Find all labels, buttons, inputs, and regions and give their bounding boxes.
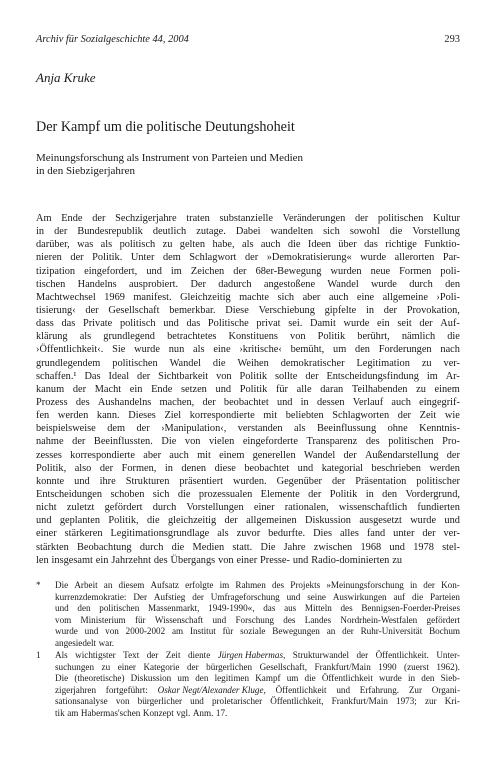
body-line: Politik, also der Formen, in denen diese beobachtet und kategorial beschrieben werden	[36, 462, 460, 474]
body-line: klärung als grundlegend betrachtetes Konstituens von Politik berührt, nämlich die	[36, 331, 460, 343]
article-subtitle	[36, 152, 303, 179]
footnote-line: tik am Habermas'schen Konzept vgl. Anm. 17.	[55, 707, 228, 718]
body-line: nieren der Politik. Unter dem Schlagwort der »Demokratisierung« wurde allerorten Par-	[36, 252, 460, 264]
body-line: fen werden kann. Dieses Ziel korrespondierte mit beliebten Schlagworten der Zeit wie	[36, 410, 460, 422]
footnote	[36, 580, 460, 649]
footnote-line: Die (theoretische) Diskussion um den legitimen Kampf um die Öffentlichkeit wurde in den Sieb-	[55, 673, 460, 683]
body-line: konnte und ihre Strukturen präsentiert wurden. Gegenüber der Präsentation politischer	[36, 475, 460, 487]
footnote-line: vom Ministerium für Wissenschaft und Forschung des Landes Nordrhein-Westfalen gefördert	[55, 614, 460, 625]
body-line: tisierung‹ der Gesellschaft bemerkbar. Diese Verschiebung gipfelte in der Provokation,	[36, 304, 460, 316]
footnote-line: Als wichtigster Text der Zeit diente Jürgen Habermas, Strukturwandel der Öffentlichkeit. Unter-	[55, 650, 460, 660]
body-line: nicht zuletzt gefördert durch Vorstellungen einer rationalen, wissenschaftlich fundierten	[36, 502, 460, 514]
footnote-line: und den politischen Massenmarkt, 1949-1990«, das aus Mitteln des Bennigsen-Foerder-Preises	[55, 603, 460, 613]
body-line: Machtwechsel 1969 manifest. Gleichzeitig machte sich aber auch eine allgemeine ›Poli-	[36, 291, 460, 303]
article-title: Der Kampf um die politische Deutungshoheit	[36, 119, 295, 135]
footnote-line: sationsanalyse von bürgerlicher und proletarischer Öffentlichkeit, Frankfurt/Main 1973; zur Kri-	[55, 696, 460, 706]
body-line: dass das Private politisch und das Politische privat sei. Damit wurde ein seit der Auf-	[36, 318, 460, 330]
body-line: in der Bundesrepublik deutlich zutage. Dabei wandelten sich sowohl die Vorstellung	[36, 226, 460, 238]
footnote-text	[55, 580, 460, 649]
body-line: tizipation eingefordert, und im Zeichen der 68er-Bewegung wurden neue Formen poli-	[36, 265, 460, 277]
body-line: zesses korrespondierte aber auch mit einem generellen Wandel der Außendarstellung der	[36, 449, 460, 461]
footnote	[36, 650, 460, 719]
body-line: einer stärkeren Legitimationsgrundlage als zuvor bedurfte. Dies alles fand unter der ver-	[36, 528, 460, 540]
body-line: stärkten Beobachtung durch die Medien statt. Die Jahre zwischen 1968 und 1978 stel-	[36, 541, 460, 553]
body-line: Prozess des Aushandelns machen, der beobachtet und in dessen Verlauf auch eingegrif-	[36, 396, 460, 408]
body-line: darüber, was als politisch zu gelten habe, als auch die Ideen über das richtige Funktio-	[36, 239, 460, 251]
body-text	[36, 212, 460, 567]
page-number: 293	[444, 34, 460, 45]
body-line: und geplanten Politik, die gleichzeitig der allgemeinen Diskussion ausgesetzt wurde und	[36, 515, 460, 527]
body-line: tischen Handelns ausprobiert. Der dadurch angestoßene Wandel wurde durch den	[36, 278, 460, 290]
footnote-line: Die Arbeit an diesem Aufsatz erfolgte im Rahmen des Projekts »Meinungsforschung in der Kon-	[55, 580, 460, 590]
footnote-line: kurrenzdemokratie: Der Aufstieg der Umfrageforschung und seine Auswirkungen auf die Parteien	[55, 591, 460, 602]
footnote-line: zigerjahren fortgeführt: Oskar Negt/Alexander Kluge, Öffentlichkeit und Erfahrung. Zur Organi-	[55, 684, 460, 695]
body-line: beispielsweise dem der ›Manipulation‹, verstanden als Beeinflussung ohne Kenntnis-	[36, 423, 460, 435]
body-line: schaffen.¹ Das Ideal der Sichtbarkeit von Politik sollte der Entscheidungsfindung im Ar-	[36, 370, 460, 382]
footnote-text	[55, 650, 460, 719]
footnote-line: suchungen zu einer Kategorie der bürgerlichen Gesellschaft, Frankfurt/Main 1990 (zuerst 1962).	[55, 661, 460, 672]
body-line: len insgesamt ein Jahrzehnt des Übergangs von einer Presse- und Radio-dominierten zu	[36, 554, 403, 566]
author-name: Anja Kruke	[36, 70, 96, 85]
footnote-mark: 1	[36, 650, 41, 660]
body-line: grundlegendem politischen Wandel die Weihen demokratischer Legitimation zu ver-	[36, 357, 460, 369]
subtitle-line: in den Siebzigerjahren	[36, 165, 135, 178]
footnote-line: angesiedelt war.	[55, 637, 115, 648]
body-line: ›Öffentlichkeit‹. Sie wurde nun als eine ›kritische‹ bemüht, um den Forderungen nach	[36, 344, 460, 356]
body-line: Entscheidungen schoben sich die prozessualen Elemente der Politik in den Vordergrund,	[36, 488, 460, 500]
body-line: Am Ende der Sechzigerjahre traten substanzielle Veränderungen der politischen Kultur	[36, 213, 460, 224]
footnote-line: wurde und von 2000-2002 am Institut für soziale Bewegungen an der Ruhr-Universität Bochum	[55, 626, 460, 636]
body-line: nahme der Beeinflussten. Die von vielen eingeforderte Transparenz des politischen Pro-	[36, 436, 460, 448]
footnote-mark: *	[36, 580, 41, 590]
body-line: kanum der Macht ein Ende setzen und Politik für alle daran Teilhabenden zu einem	[36, 383, 460, 395]
subtitle-line: Meinungsforschung als Instrument von Parteien und Medien	[36, 152, 304, 164]
running-head	[36, 34, 460, 45]
footnotes	[36, 580, 460, 719]
journal-citation: Archiv für Sozialgeschichte 44, 2004	[36, 34, 189, 45]
